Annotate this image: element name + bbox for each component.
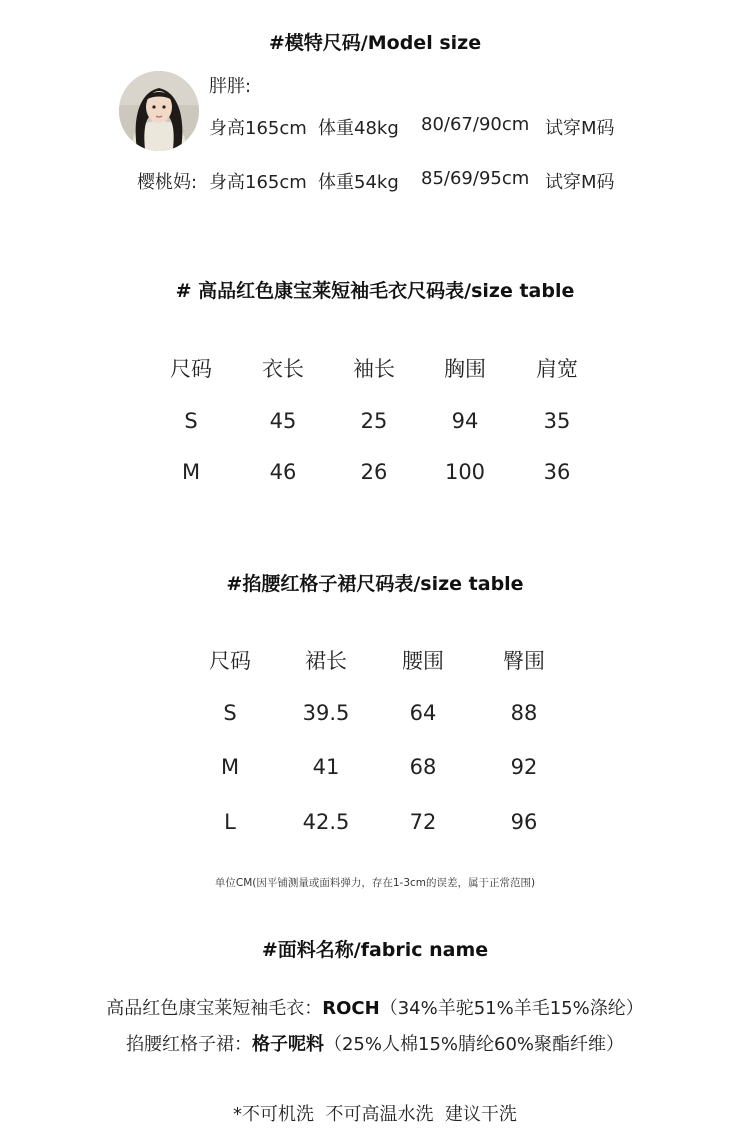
- measurement-note: 单位CM(因平铺测量或面料弹力，存在1-3cm的误差，属于正常范围): [214, 877, 536, 889]
- table-cell: 41: [312, 755, 340, 779]
- sweater-header-length: 衣长: [262, 357, 304, 381]
- table-cell: 68: [409, 755, 437, 779]
- sweater-fabric-name: ROCH: [322, 998, 380, 1019]
- sweater-fabric-composition: （34%羊驼51%羊毛15%涤纶）: [379, 998, 644, 1019]
- sweater-header-size: 尺码: [170, 357, 212, 381]
- table-cell: L: [224, 810, 236, 834]
- skirt-fabric-composition: （25%人棉15%腈纶60%聚酯纤维）: [323, 1034, 625, 1055]
- table-cell: 64: [409, 701, 437, 725]
- care-instructions: *不可机洗 不可高温水洗 建议干洗: [233, 1104, 517, 1125]
- skirt-header-waist: 腰围: [402, 649, 444, 673]
- table-cell: 100: [444, 460, 486, 484]
- skirt-header-hip: 臀围: [503, 649, 545, 673]
- table-cell: 94: [451, 409, 479, 433]
- skirt-fabric-line: [0, 1030, 750, 1056]
- sweater-header-chest: 胸围: [444, 357, 486, 381]
- skirt-table-heading: #掐腰红格子裙尺码表/size table: [226, 573, 524, 595]
- model1-size-worn: 试穿M码: [545, 118, 615, 139]
- table-cell: M: [181, 460, 201, 484]
- model2-measurements: 85/69/95cm: [421, 168, 530, 189]
- table-cell: 92: [510, 755, 538, 779]
- model2-name: 樱桃妈:: [137, 172, 198, 193]
- skirt-header-size: 尺码: [209, 649, 251, 673]
- sweater-fabric-line: [0, 994, 750, 1020]
- skirt-fabric-name: 格子呢料: [251, 1034, 324, 1055]
- skirt-header-length: 裙长: [305, 649, 347, 673]
- model1-name: 胖胖:: [209, 76, 252, 97]
- table-cell: 42.5: [302, 810, 350, 834]
- skirt-fabric-label: 掐腰红格子裙：: [125, 1034, 252, 1055]
- model1-measurements: 80/67/90cm: [421, 114, 530, 135]
- table-cell: S: [223, 701, 237, 725]
- table-cell: 72: [409, 810, 437, 834]
- table-cell: 45: [269, 409, 297, 433]
- model1-weight: 体重48kg: [318, 118, 399, 139]
- model-photo-icon: [119, 71, 199, 151]
- model2-height: 身高165cm: [209, 172, 307, 193]
- sweater-table-heading: # 高品红色康宝莱短袖毛衣尺码表/size table: [175, 280, 575, 302]
- table-cell: 46: [269, 460, 297, 484]
- table-cell: 35: [543, 409, 571, 433]
- table-cell: M: [220, 755, 240, 779]
- table-cell: 96: [510, 810, 538, 834]
- model-avatar: [119, 71, 199, 151]
- sweater-header-sleeve: 袖长: [353, 357, 395, 381]
- table-cell: 88: [510, 701, 538, 725]
- model2-weight: 体重54kg: [318, 172, 399, 193]
- model2-size-worn: 试穿M码: [545, 172, 615, 193]
- table-cell: 36: [543, 460, 571, 484]
- model-size-heading: #模特尺码/Model size: [268, 32, 482, 54]
- model1-height: 身高165cm: [209, 118, 307, 139]
- fabric-heading: #面料名称/fabric name: [261, 939, 489, 961]
- table-cell: S: [184, 409, 198, 433]
- table-cell: 25: [360, 409, 388, 433]
- table-cell: 39.5: [302, 701, 350, 725]
- table-cell: 26: [360, 460, 388, 484]
- sweater-fabric-label: 高品红色康宝莱短袖毛衣：: [106, 998, 323, 1019]
- sweater-header-shoulder: 肩宽: [536, 357, 578, 381]
